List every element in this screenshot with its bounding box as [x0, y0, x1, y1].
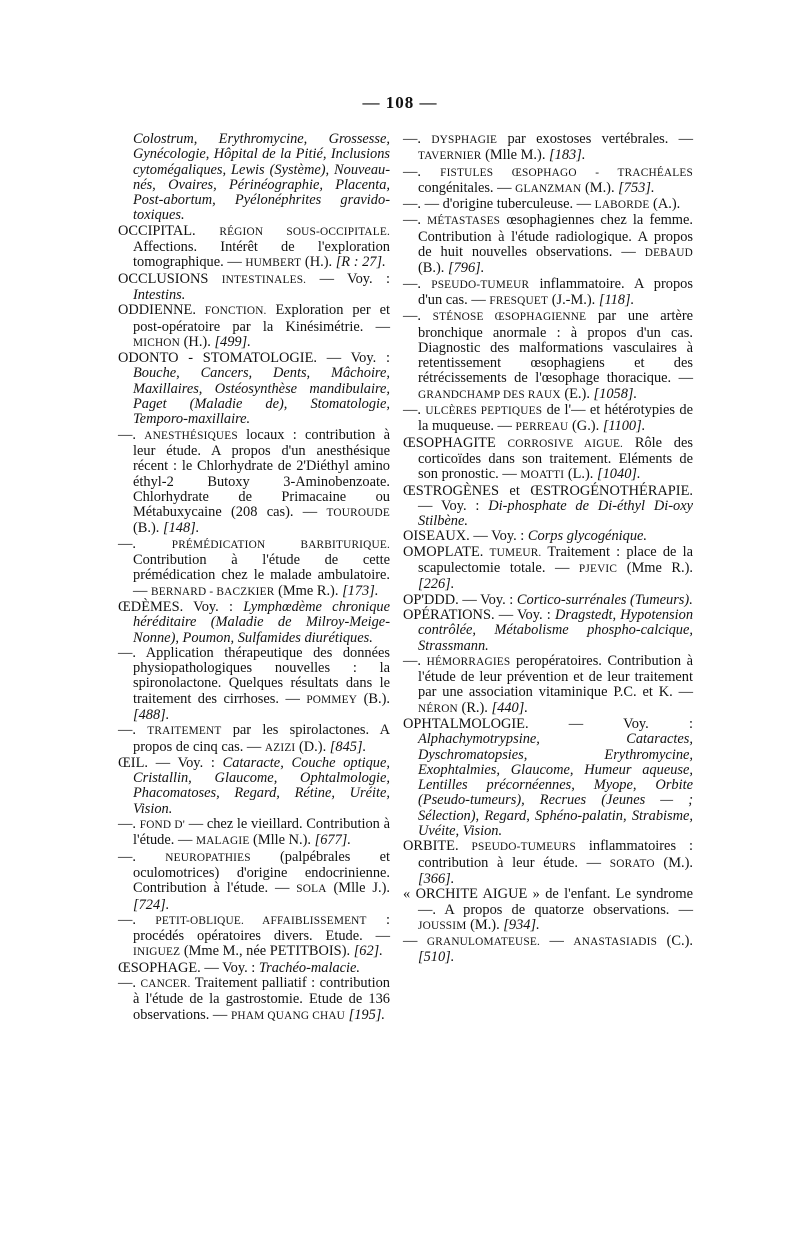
- entry-crossref: Cortico-surrénales (Tumeurs).: [516, 591, 693, 608]
- entry-author-initials: (J.-M.).: [551, 291, 596, 308]
- entry-subheading: DYSPHAGIE: [431, 134, 498, 146]
- entry-author-initials: (G.).: [572, 418, 600, 435]
- entry-author-initials: (Mlle N.).: [253, 832, 311, 849]
- entry-subheading: PRÉMÉDICATION BARBITURIQUE.: [171, 538, 390, 551]
- entry-heading: OISEAUX.: [403, 528, 470, 545]
- entry-crossref: Alphachymotrypsine, Cataractes, Dyschromatopsies, Erythromycine, Exophtalmies, Glaucome, Humeur aqueuse, Lentilles précornéennes, Myope, Orbite (Pseudo-tumeurs), Recrues (Jeunes — ; Sélection), Regard, Sphéno-palatin, Strabisme, Uvéite, Vision.: [418, 731, 693, 840]
- entry-subheading: ULCÈRES PEPTIQUES: [425, 405, 543, 418]
- entry-subheading: GRANULOMATEUSE.: [426, 936, 541, 949]
- entry-heading: —.: [118, 426, 136, 443]
- index-entry: [403, 717, 693, 839]
- entry-heading: OMOPLATE.: [403, 543, 484, 560]
- entry-text: par exostoses vertébrales. —: [507, 131, 693, 147]
- index-entry: [403, 529, 693, 544]
- entry-text: inflammatoires : contribution à leur étude. —: [418, 838, 693, 871]
- entry-author-initials: (L.).: [567, 466, 594, 483]
- index-entry: [403, 839, 693, 887]
- entry-subheading: STÉNOSE ŒSOPHAGIENNE: [432, 311, 587, 324]
- entry-heading: OCCIPITAL.: [118, 222, 196, 239]
- entry-heading: —.: [118, 535, 136, 552]
- entry-reference: [366].: [418, 870, 455, 887]
- entry-author-initials: (Mme R.).: [626, 560, 693, 577]
- entry-text: Exploration per et post-opératoire par la Kinésimétrie. —: [133, 302, 390, 335]
- entry-author-initials: (H.).: [304, 254, 333, 271]
- entry-text: — Voy. :: [498, 606, 551, 623]
- entry-text: peropératoires. Contribution à l'étude de leur prévention et de leur traitement par une association vitaminique P.C. et K. —: [418, 652, 693, 701]
- entry-crossref: Di-phosphate de Di-éthyl Di-oxy Stilbène.: [418, 497, 693, 530]
- entry-text: Application thérapeutique des données physiopathologiques nouvelles : la spironolactone. Quelques résultats dans le traitement des cirrhoses. —: [133, 644, 390, 707]
- entry-reference: [934].: [503, 916, 540, 933]
- entry-heading: —.: [403, 196, 421, 213]
- entry-author-initials: (B.).: [418, 260, 445, 277]
- entry-subheading: FISTULES ŒSOPHAGO - TRACHÉALES: [440, 166, 693, 179]
- entry-text: (palpébrales et oculomotrices) d'origine endocrinienne. Contribution à l'étude. —: [133, 848, 390, 897]
- entry-text: — Voy. :: [155, 754, 215, 771]
- index-entry: [118, 600, 390, 646]
- index-entry: [403, 132, 693, 165]
- entry-author-initials: (A.).: [653, 196, 681, 213]
- index-entry: [118, 537, 390, 600]
- entry-subheading: NEUROPATHIES: [165, 851, 251, 864]
- entry-subheading: RÉGION SOUS-OCCIPITALE.: [219, 225, 390, 238]
- entry-crossref: Corps glycogénique.: [527, 528, 648, 545]
- index-entry: [118, 850, 390, 913]
- entry-heading: ŒSOPHAGE.: [118, 959, 201, 976]
- entry-heading: ODONTO - STOMATOLOGIE.: [118, 350, 317, 367]
- index-entry: [118, 224, 390, 272]
- entry-crossref: Intestins.: [133, 286, 186, 303]
- entry-reference: [753].: [618, 179, 655, 196]
- entry-heading: —.: [118, 911, 136, 928]
- entry-reference: [118].: [598, 291, 635, 308]
- entry-text: de l'— et hétérotypies de la muqueuse. —: [418, 402, 693, 435]
- entry-subheading: ANESTHÉSIQUES: [144, 429, 238, 442]
- entry-heading: —.: [118, 644, 136, 661]
- entry-text: Voy. :: [193, 598, 233, 615]
- index-entry: [403, 309, 693, 403]
- entry-author: GLANZMAN: [515, 182, 582, 195]
- entry-subheading: PETIT-OBLIQUE. AFFAIBLISSEMENT: [155, 914, 367, 927]
- index-entry: [403, 197, 693, 213]
- entry-text: Traitement : place de la scapulectomie totale. —: [418, 543, 693, 577]
- entry-reference: [510].: [418, 949, 455, 966]
- entry-heading: OCCLUSIONS: [118, 270, 209, 287]
- entry-text: —: [549, 933, 564, 950]
- entry-reference: [1100].: [602, 418, 646, 435]
- entry-heading: ŒIL.: [118, 754, 148, 771]
- entry-subheading: MÉTASTASES: [427, 215, 501, 228]
- entry-text: — Voy. :: [473, 528, 525, 545]
- entry-reference: [796].: [448, 260, 485, 277]
- entry-subheading: TUMEUR.: [489, 546, 542, 559]
- index-entry: [118, 817, 390, 850]
- entry-text: œsophagiennes chez la femme. Contribution à l'étude radiologique. A propos de huit nouvelles observations. —: [418, 212, 693, 261]
- index-entry: [403, 484, 693, 530]
- entry-heading: —.: [403, 163, 421, 180]
- entry-crossref: Bouche, Cancers, Dents, Mâchoire, Maxillaires, Ostéosynthèse mandibulaire, Paget (Maladie de), Stomatologie, Temporo-maxillaire.: [133, 365, 390, 428]
- entry-author: HUMBERT: [245, 257, 302, 270]
- entry-heading: ODDIENNE.: [118, 302, 196, 319]
- entry-author-initials: (B.).: [133, 520, 160, 537]
- index-entry: [403, 934, 693, 966]
- entry-reference: [173].: [342, 582, 379, 599]
- entry-crossref: Cataracte, Couche optique, Cristallin, Glaucome, Ophtalmologie, Phacomatoses, Regard, Rétine, Uréite, Vision.: [133, 754, 390, 817]
- index-entry: [118, 913, 390, 961]
- entry-author-initials: (B.).: [363, 690, 390, 707]
- entry-text: — Voy. :: [462, 591, 514, 608]
- index-entry: [403, 654, 693, 717]
- index-entry: [118, 272, 390, 304]
- index-entry: [403, 545, 693, 593]
- entry-subheading: INTESTINALES.: [221, 273, 307, 286]
- entry-author-initials: (Mlle M.).: [485, 147, 546, 164]
- entry-author-initials: (H.).: [183, 333, 211, 350]
- entry-heading: —.: [118, 816, 136, 833]
- index-entry: [118, 961, 390, 976]
- entry-author-initials: (M.).: [470, 916, 500, 933]
- entry-subheading: CANCER.: [140, 978, 191, 991]
- entry-author: TAVERNIER: [418, 150, 482, 163]
- entry-heading: —.: [403, 308, 421, 325]
- entry-text: — chez le vieillard. Contribution à l'étude. —: [133, 816, 390, 849]
- entry-author: MICHON: [133, 336, 181, 349]
- entry-heading: —.: [118, 722, 136, 739]
- entry-author-initials: (D.).: [299, 738, 327, 755]
- entry-text: congénitales. —: [418, 179, 512, 196]
- entry-author: SORATO: [609, 857, 655, 870]
- entry-author: FRESQUET: [489, 294, 549, 307]
- entry-reference: [677].: [314, 832, 351, 849]
- index-entry: [403, 593, 693, 608]
- entry-text: locaux : contribution à leur étude. A propos d'un anesthésique récent : le Chlorhydrate de 2'Diéthyl amino éthyl-2 Butoxy 3-Aminobenzoate. Chlorhydrate de Primacaine ou Métabuxycaine (208 cas). —: [133, 426, 390, 521]
- entry-crossref: Trachéo-malacie.: [258, 959, 361, 976]
- entry-author: PERREAU: [515, 421, 569, 434]
- entry-reference: [62].: [353, 943, 383, 960]
- entry-heading: ŒSOPHAGITE: [403, 434, 496, 451]
- entry-heading: ŒDÈMES.: [118, 598, 184, 615]
- entry-author: SOLA: [296, 883, 327, 896]
- entry-author: PJEVIC: [578, 563, 618, 576]
- entry-text: Rôle des corticoïdes dans son traitement. Eléments de son pronostic. —: [418, 434, 693, 483]
- index-entry: [403, 277, 693, 310]
- entry-text: — Voy. :: [568, 715, 693, 732]
- entry-text: de l'enfant. Le syndrome —. A propos de quatorze observations. —: [418, 886, 693, 918]
- index-entry: [118, 351, 390, 427]
- index-entry: [403, 887, 693, 934]
- entry-reference: [183].: [549, 147, 586, 164]
- entry-author: LABORDE: [594, 199, 650, 212]
- entry-text: — Voy. :: [326, 350, 390, 367]
- entry-reference: [1040].: [597, 466, 641, 483]
- entry-subheading: FONCTION.: [204, 305, 267, 318]
- entry-heading: —: [403, 933, 418, 950]
- index-entry: [403, 608, 693, 654]
- entry-author: GRANDCHAMP DES RAUX: [418, 388, 561, 401]
- left-column: [118, 132, 390, 1024]
- entry-reference: [195].: [348, 1006, 386, 1023]
- entry-heading: —.: [403, 402, 421, 419]
- entry-author: NÉRON: [418, 702, 458, 715]
- index-entry: [118, 132, 390, 224]
- entry-text: — Voy. :: [418, 497, 480, 514]
- entry-reference: [226].: [418, 576, 455, 593]
- index-entry: [118, 303, 390, 351]
- entry-subheading: FOND D': [139, 819, 186, 832]
- entry-author: TOUROUDE: [326, 507, 390, 520]
- entry-heading: —.: [403, 212, 421, 229]
- entry-text: Affections. Intérêt de l'exploration tomographique. —: [133, 239, 390, 271]
- index-entry: [118, 428, 390, 537]
- entry-text: Traitement palliatif : contribution à l'étude de la gastrostomie. Etude de 136 observations. —: [133, 975, 390, 1023]
- entry-heading: OPHTALMOLOGIE.: [403, 715, 529, 732]
- entry-heading: OPÉRATIONS.: [403, 606, 495, 623]
- entry-text: Contribution à l'étude de cette prémédication chez le malade ambulatoire. —: [133, 552, 390, 599]
- entry-text: : procédés opératoires divers. Etude. —: [133, 911, 390, 945]
- entry-text: par les spirolactones. A propos de cinq cas. —: [133, 722, 390, 755]
- entry-author: AZIZI: [264, 741, 296, 754]
- entry-subheading: TRAITEMENT: [147, 725, 222, 738]
- entry-heading: —.: [118, 848, 136, 865]
- entry-heading: « ORCHITE AIGUE »: [403, 886, 540, 903]
- entry-text: par une artère bronchique anormale : à propos d'un cas. Diagnostic des malformations vasculaires à retentissement œsophagiens et des rétrécissements de l'œsophage thoracique. —: [418, 308, 693, 387]
- entry-crossref: Colostrum, Erythromycine, Grossesse, Gynécologie, Hôpital de la Pitié, Inclusions cytomégaliques, Lewis (Système), Nouveau-nés, Ovaires, Périnéographie, Placenta, Post-abortum, Pyélonéphrites gravido-toxiques.: [133, 131, 390, 224]
- entry-author: BERNARD - BACZKIER: [151, 585, 275, 598]
- entry-subheading: PSEUDO-TUMEUR: [431, 278, 530, 291]
- entry-reference: [724].: [133, 896, 170, 913]
- entry-heading: —.: [403, 652, 421, 669]
- entry-reference: [R : 27].: [335, 254, 386, 271]
- entry-author: JOUSSIM: [418, 919, 467, 932]
- entry-author-initials: (C.).: [666, 933, 693, 950]
- index-entry: [118, 756, 390, 817]
- entry-reference: [499].: [214, 333, 251, 350]
- entry-heading: —.: [403, 131, 421, 147]
- entry-text: — Voy. :: [204, 959, 256, 976]
- entry-author: MALAGIE: [195, 835, 250, 848]
- index-entry: [403, 165, 693, 198]
- entry-author-initials: (R.).: [461, 699, 488, 716]
- entry-author-initials: (Mlle J.).: [333, 880, 390, 897]
- entry-author: INIGUEZ: [133, 946, 181, 959]
- index-entry: [403, 213, 693, 276]
- entry-author-initials: (M.).: [584, 179, 615, 196]
- entry-subheading: PSEUDO-TUMEURS: [471, 841, 576, 854]
- page-number: — 108 —: [362, 93, 438, 112]
- entry-reference: [1058].: [593, 385, 638, 402]
- entry-heading: —.: [403, 275, 421, 292]
- entry-author: PHAM QUANG CHAU: [230, 1009, 346, 1022]
- entry-reference: [148].: [163, 520, 200, 537]
- entry-heading: ORBITE.: [403, 838, 459, 855]
- entry-text: — Voy. :: [319, 270, 390, 287]
- entry-author-initials: (E.).: [564, 385, 590, 402]
- entry-author-initials: (M.).: [663, 854, 693, 871]
- entry-text: inflammatoire. A propos d'un cas. —: [418, 275, 693, 308]
- entry-heading: ŒSTROGÈNES et ŒSTROGÉNOTHÉRAPIE.: [403, 482, 693, 499]
- entry-reference: [845].: [329, 738, 367, 755]
- entry-text: — d'origine tuberculeuse. —: [424, 196, 592, 213]
- entry-reference: [440].: [491, 699, 528, 716]
- entry-heading: OP'DDD.: [403, 591, 459, 608]
- entry-author: ANASTASIADIS: [573, 936, 658, 949]
- entry-subheading: CORROSIVE AIGUE.: [507, 437, 624, 450]
- entry-author-initials: (Mme M., née PETITBOIS).: [183, 943, 351, 960]
- entry-crossref: Lymphœdème chronique héréditaire (Maladie de Milroy-Meige-Nonne), Poumon, Sulfamides diurétiques.: [133, 598, 390, 646]
- index-entry: [118, 976, 390, 1024]
- entry-author-initials: (Mme R.).: [278, 582, 339, 599]
- entry-reference: [488].: [133, 706, 170, 723]
- entry-subheading: HÉMORRAGIES: [426, 655, 511, 668]
- entry-author: DEBAUD: [644, 247, 693, 260]
- entry-heading: —.: [118, 975, 136, 992]
- index-entry: [118, 723, 390, 756]
- entry-author: MOATTI: [520, 469, 565, 482]
- index-entry: [118, 646, 390, 723]
- entry-author: POMMEY: [306, 693, 358, 706]
- right-column: [403, 132, 693, 966]
- index-entry: [403, 436, 693, 484]
- index-entry: [403, 403, 693, 436]
- entry-crossref: Dragstedt, Hypotension contrôlée, Métabolisme phospho-calcique, Strassmann.: [418, 606, 694, 654]
